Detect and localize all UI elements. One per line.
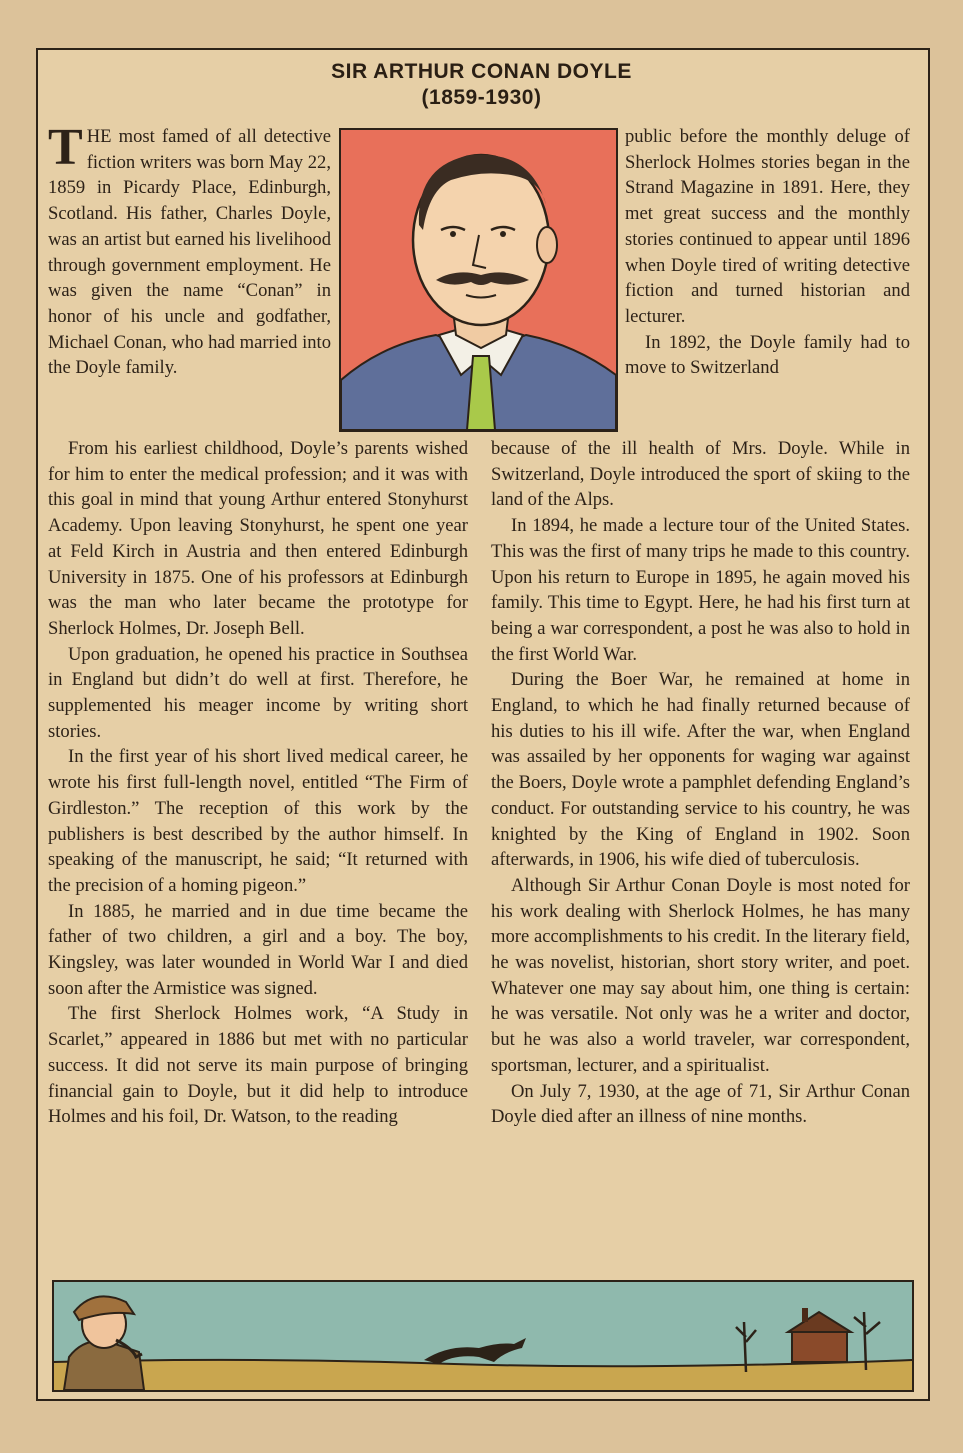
text-column-left <box>48 436 468 1130</box>
paragraph-6-continued: public before the monthly deluge of Sherlock Holmes stories began in the Strand Magazine in 1891. Here, they met great success and the monthly stories continued to appear until 1896 when Doyle tired of writing detective fiction and turned historian and lecturer. <box>625 126 910 327</box>
paragraph-11: On July 7, 1930, at the age of 71, Sir Arthur Conan Doyle died after an illness of nine months. <box>491 1080 910 1128</box>
paragraph-3: Upon graduation, he opened his practice in Southsea in England but didn’t do well at first. Therefore, he supplemented his meager income by writing short stories. <box>48 643 468 742</box>
paragraph-2: From his earliest childhood, Doyle’s parents wished for him to enter the medical profession; and it was with this goal in mind that young Arthur entered Stonyhurst Academy. Upon leaving Stonyhurst, he spent one year at Feld Kirch in Austria and then entered Edinburgh University in 1875. One of his professors at Edinburgh was the man who later became the prototype for Sherlock Holmes, Dr. Joseph Bell. <box>48 438 468 639</box>
portrait-drawing <box>341 130 616 430</box>
paragraph-1 <box>48 119 331 381</box>
paragraph-10: Although Sir Arthur Conan Doyle is most noted for his work dealing with Sherlock Holmes, he has many more accomplishments to his credit. In the literary field, he was novelist, historian, short story writer, and poet. Whatever one may say about him, one thing is certain: he was versatile. Not only was he a writer and doctor, but he was also a world traveler, war correspondent, sportsman, lecturer, and a spiritualist. <box>491 874 910 1076</box>
article-title: SIR ARTHUR CONAN DOYLE <box>331 60 632 83</box>
article-subtitle-years: (1859-1930) <box>421 86 542 109</box>
paragraph-9: During the Boer War, he remained at home in England, to which he had finally returned because of his duties to his ill wife. After the war, when England was assailed by her opponents for waging war against the Boers, Doyle wrote a pamphlet defending England’s conduct. For outstanding service to his country, he was knighted by the King of England in 1902. Soon afterwards, in 1906, his wife died of tuberculosis. <box>491 669 910 871</box>
drop-cap: T <box>48 119 83 176</box>
text-column-top-left <box>48 119 331 381</box>
paragraph-7-end: because of the ill health of Mrs. Doyle. While in Switzerland, Doyle introduced the sport of skiing to the land of the Alps. <box>491 438 910 511</box>
paragraph-5: In 1885, he married and in due time became the father of two children, a girl and a boy. The boy, Kingsley, was later wounded in World War I and died soon after the Armistice was signed. <box>48 900 468 999</box>
moor-banner-illustration <box>52 1280 914 1392</box>
paragraph-6: The first Sherlock Holmes work, “A Study in Scarlet,” appeared in 1886 but met with no particular success. It did not serve its main purpose of bringing financial gain to Doyle, but it did help to introduce Holmes and his foil, Dr. Watson, to the reading <box>48 1003 468 1128</box>
text-column-top-right <box>625 124 910 381</box>
text-column-right <box>491 436 910 1130</box>
paragraph-4: In the first year of his short lived medical career, he wrote his first full-length novel, entitled “The Firm of Girdleston.” The reception of this work by the publishers is best described by the author himself. In speaking of the manuscript, he said; “It returned with the precision of a homing pigeon.” <box>48 746 468 896</box>
doyle-portrait-illustration <box>339 128 618 432</box>
paragraph-1-text: HE most famed of all detective fiction writers was born May 22, 1859 in Picardy Place, Edinburgh, Scotland. His father, Charles Doyle, was an artist but earned his livelihood through government employment. He was given the name “Conan” in honor of his uncle and godfather, Michael Conan, who had married into the Doyle family. <box>48 126 331 379</box>
paragraph-8: In 1894, he made a lecture tour of the United States. This was the first of many trips he made to this country. Upon his return to Europe in 1895, he again moved his family. This time to Egypt. Here, he had his first turn at being a war correspondent, a post he was also to hold in the first World War. <box>491 515 910 665</box>
banner-drawing <box>54 1282 912 1390</box>
paragraph-7-start: In 1892, the Doyle family had to move to Switzerland <box>625 331 910 379</box>
